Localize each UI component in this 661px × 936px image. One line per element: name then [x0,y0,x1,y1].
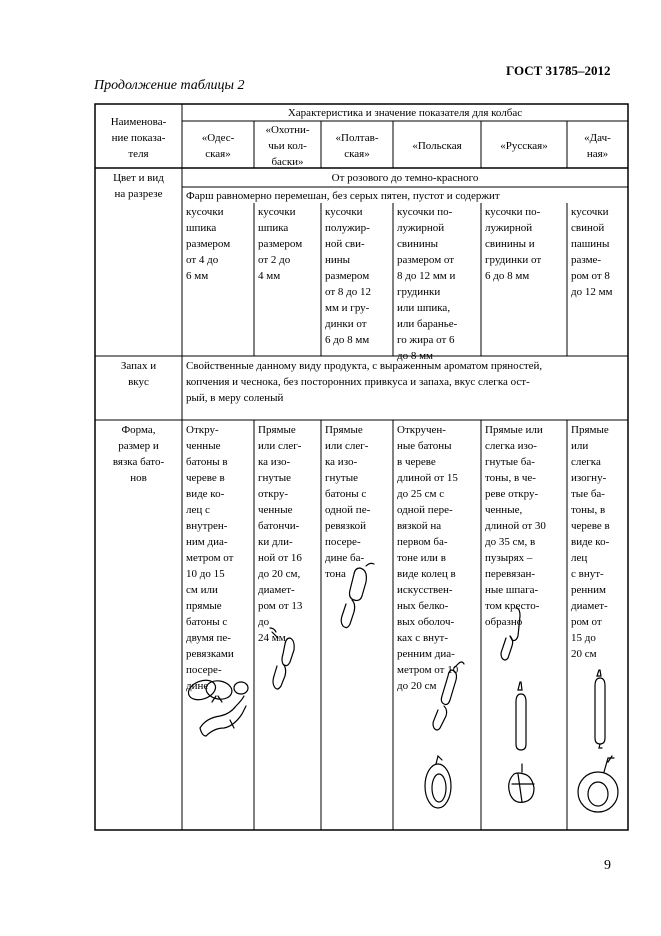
color-cell-poltavskaya: кусочки полужир- ной сви- нины размером от 8 до 12 мм и гру- динки от 6 до 8 мм [325,206,372,346]
dachnaya-sausage-sketch [578,670,618,812]
color-cell-russkaya: кусочки по- лужирной свинины и грудинки от 6 до 8 мм [485,206,542,282]
standard-number: ГОСТ 31785–2012 [506,63,611,78]
form-cell-odesskaya: Откру- ченные батоны в череве в виде ко- лец с внутрен- ним диа- метром от 10 до 15 см или прямые батоны с двумя пе- ревязками посере- дине [186,424,234,692]
col-header-russkaya: «Русская» [500,140,548,152]
col-name-header: Наименова- ние показа- теля [110,116,167,160]
col-header-dachnaya: «Дач- ная» [584,132,611,160]
color-cell-odesskaya: кусочки шпика размером от 4 до 6 мм [186,206,231,282]
color-cell-dachnaya: кусочки свиной пашины разме- ром от 8 до 12 мм [571,206,613,298]
color-line-1: От розового до темно-красного [331,172,479,184]
form-cell-poltavskaya: Прямые или слег- ка изо- гнутые батоны с одной пе- ревязкой посере- дине ба- тона [325,424,371,580]
smell-text: Свойственные данному виду продукта, с выраженным ароматом пряностей, копчения и чеснока, без посторонних привкуса и запаха, вкус слегка ост- рый, в меру соленый [186,360,543,404]
okhotnichi-sausage-sketch [270,628,294,689]
odesskaya-sausage-sketch [186,677,248,736]
color-cell-polskaya: кусочки по- лужирной свинины размером от 8 до 12 мм и грудинки или шпика, или баранье- го жира от 6 до 8 мм [397,206,458,362]
form-cell-polskaya: Откручен- ные батоны в череве длиной от 15 до 25 см с одной пере- вязкой на первом ба- тоне или в виде колец в искусствен- ных белко- вых оболоч- ках с внут- ренним диа- метром от 10 до 20 см [397,424,459,692]
col-header-poltavskaya: «Полтав- ская» [335,132,379,160]
form-cell-okhotnichi: Прямые или слег- ка изо- гнутые откру- ченные батончи- ки дли- ной от 16 до 20 см, диамет- ром от 13 до 24 мм [258,424,303,644]
col-header-polskaya: «Польская [412,140,462,152]
poltavskaya-sausage-sketch [341,563,374,627]
col-header-odesskaya: «Одес- ская» [201,132,235,160]
table-continuation-title: Продолжение таблицы 2 [94,78,245,93]
form-cell-dachnaya: Прямые или слегка изогну- тые ба- тоны, в череве в виде ко- лец с внут- ренним диамет- ром от 15 до 20 см [571,424,610,660]
russkaya-sausage-sketch [501,608,534,802]
color-line-2: Фарш равномерно перемешан, без серых пятен, пустот и содержит [186,190,500,202]
form-cell-russkaya: Прямые или слегка изо- гнутые ба- тоны, в че- реве откру- ченные, длиной от 30 до 35 см, в пузырях – перевязан- ные шпага- том кресто- образно [485,424,546,628]
polskaya-sausage-sketch [425,662,464,808]
row-label-color: Цвет и вид на разрезе [113,172,164,200]
col-header-okhotnichi: «Охотни- чьи кол- баски» [265,124,310,168]
color-cell-okhotnichi: кусочки шпика размером от 2 до 4 мм [258,206,303,282]
row-label-form: Форма, размер и вязка бато- нов [112,424,165,484]
row-label-smell: Запах и вкус [120,360,157,388]
group-header: Характеристика и значение показателя для колбас [287,107,523,119]
page-number: 9 [604,858,611,873]
